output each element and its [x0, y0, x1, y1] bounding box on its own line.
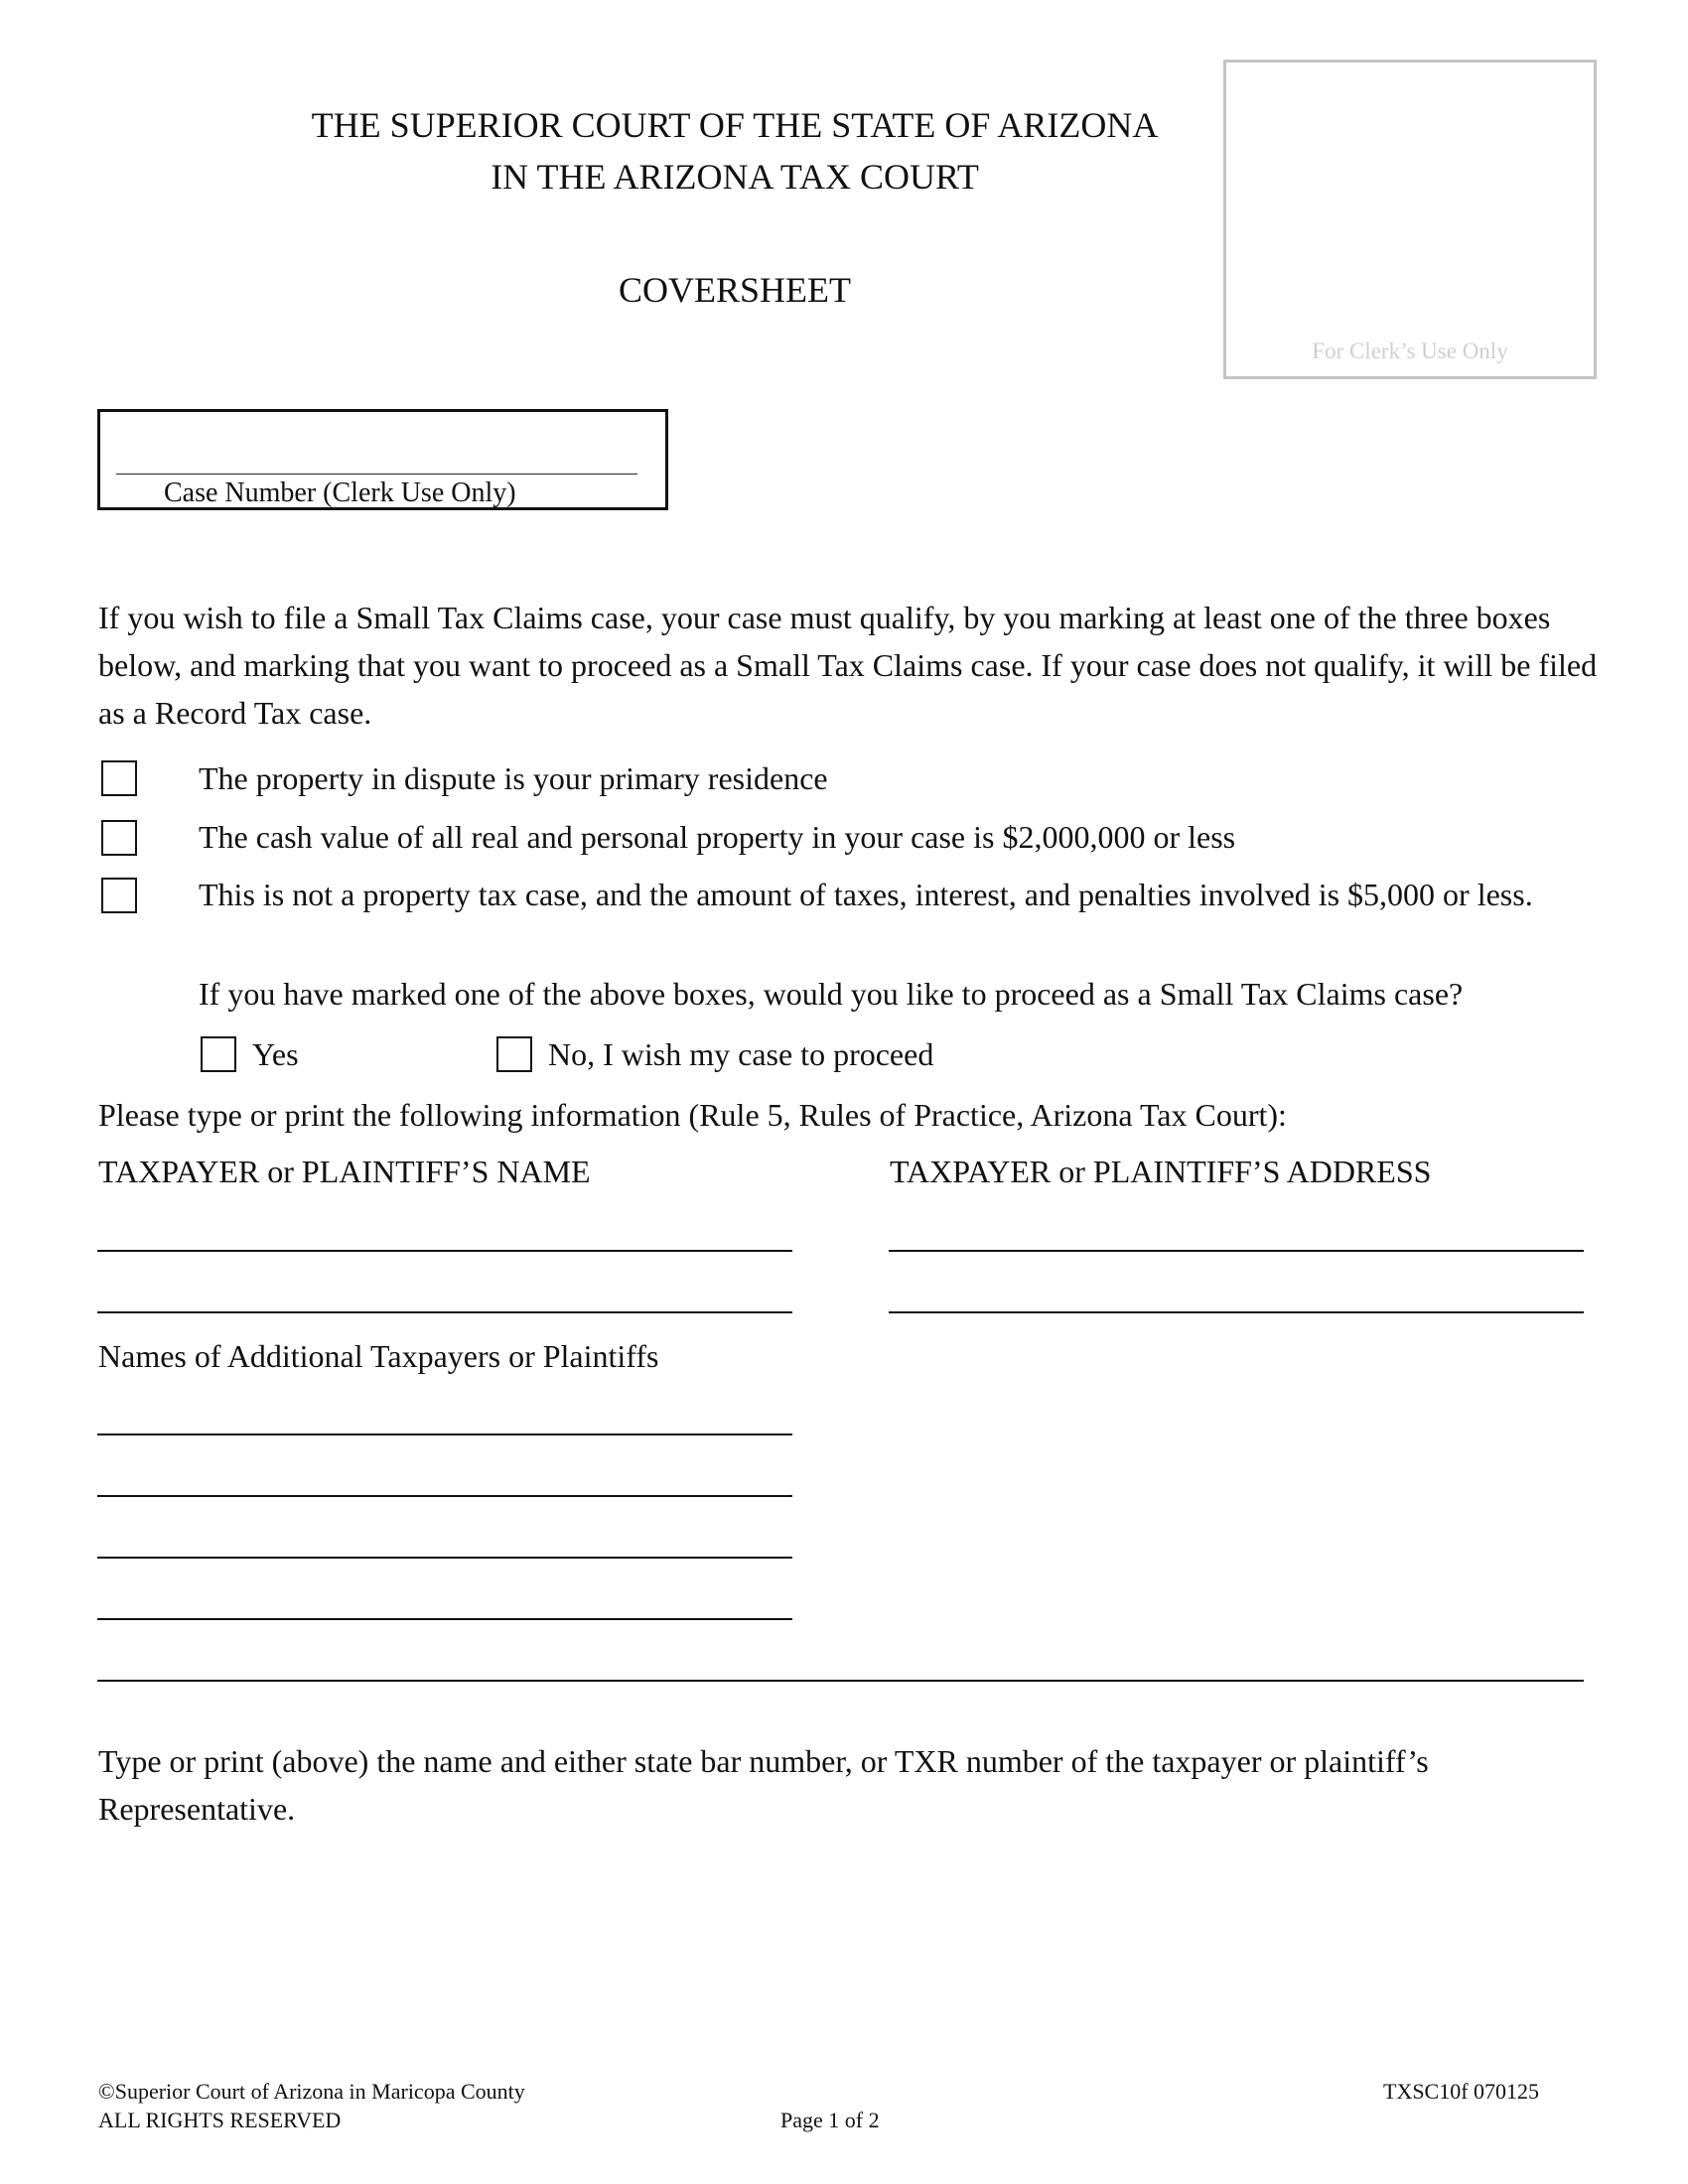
proceed-yes-label: Yes — [252, 1036, 299, 1072]
taxpayer-name-line-2[interactable] — [97, 1311, 792, 1313]
option-primary-residence: The property in dispute is your primary residence — [199, 760, 828, 796]
representative-note: Type or print (above) the name and either state bar number, or TXR number of the taxpayer or plaintiff’s Representative. — [98, 1743, 1429, 1827]
taxpayer-name-line-1[interactable] — [97, 1250, 792, 1252]
court-name: THE SUPERIOR COURT OF THE STATE OF ARIZONA — [311, 105, 1159, 145]
proceed-question: If you have marked one of the above boxes, would you like to proceed as a Small Tax Claims case? — [199, 976, 1464, 1012]
additional-taxpayer-line-3[interactable] — [97, 1557, 792, 1559]
proceed-no-checkbox[interactable] — [496, 1036, 532, 1072]
taxpayer-address-line-1[interactable] — [889, 1250, 1584, 1252]
case-number-line — [116, 474, 637, 475]
cash-value-checkbox[interactable] — [101, 820, 137, 856]
case-number-box[interactable] — [97, 409, 668, 510]
proceed-yes-checkbox[interactable] — [201, 1036, 236, 1072]
additional-taxpayer-line-1[interactable] — [97, 1433, 792, 1435]
instructions-text: Please type or print the following information (Rule 5, Rules of Practice, Arizona Tax Court): — [98, 1097, 1287, 1133]
representative-line[interactable] — [97, 1680, 1584, 1682]
option-cash-value: The cash value of all real and personal property in your case is $2,000,000 or less — [199, 819, 1236, 855]
footer-rights: ALL RIGHTS RESERVED — [98, 2108, 342, 2132]
not-property-tax-checkbox[interactable] — [101, 878, 137, 913]
intro-paragraph: If you wish to file a Small Tax Claims case, your case must qualify, by you marking at least one of the three boxes below, and marking that you want to proceed as a Small Tax Claims case. If your case does not qualify, it will be filed as a Record Tax case. — [98, 600, 1598, 731]
clerk-use-label: For Clerk’s Use Only — [1312, 339, 1508, 363]
option-not-property-tax: This is not a property tax case, and the amount of taxes, interest, and penalties involved is $5,000 or less. — [199, 877, 1533, 912]
primary-residence-checkbox[interactable] — [101, 760, 137, 796]
additional-taxpayers-label: Names of Additional Taxpayers or Plaintiffs — [98, 1338, 659, 1374]
footer-copyright: ©Superior Court of Arizona in Maricopa County — [98, 2079, 525, 2104]
clerk-use-box — [1223, 60, 1597, 379]
page-title: COVERSHEET — [619, 270, 851, 310]
additional-taxpayer-line-2[interactable] — [97, 1495, 792, 1497]
proceed-no-label: No, I wish my case to proceed — [548, 1036, 934, 1072]
taxpayer-name-label: TAXPAYER or PLAINTIFF’S NAME — [98, 1154, 591, 1189]
case-number-label: Case Number (Clerk Use Only) — [164, 478, 516, 508]
additional-taxpayer-line-4[interactable] — [97, 1618, 792, 1620]
footer-form-code: TXSC10f 070125 — [1383, 2079, 1540, 2104]
footer-page-number: Page 1 of 2 — [780, 2108, 880, 2132]
taxpayer-address-line-2[interactable] — [889, 1311, 1584, 1313]
taxpayer-address-label: TAXPAYER or PLAINTIFF’S ADDRESS — [890, 1154, 1432, 1189]
court-division: IN THE ARIZONA TAX COURT — [491, 157, 979, 197]
